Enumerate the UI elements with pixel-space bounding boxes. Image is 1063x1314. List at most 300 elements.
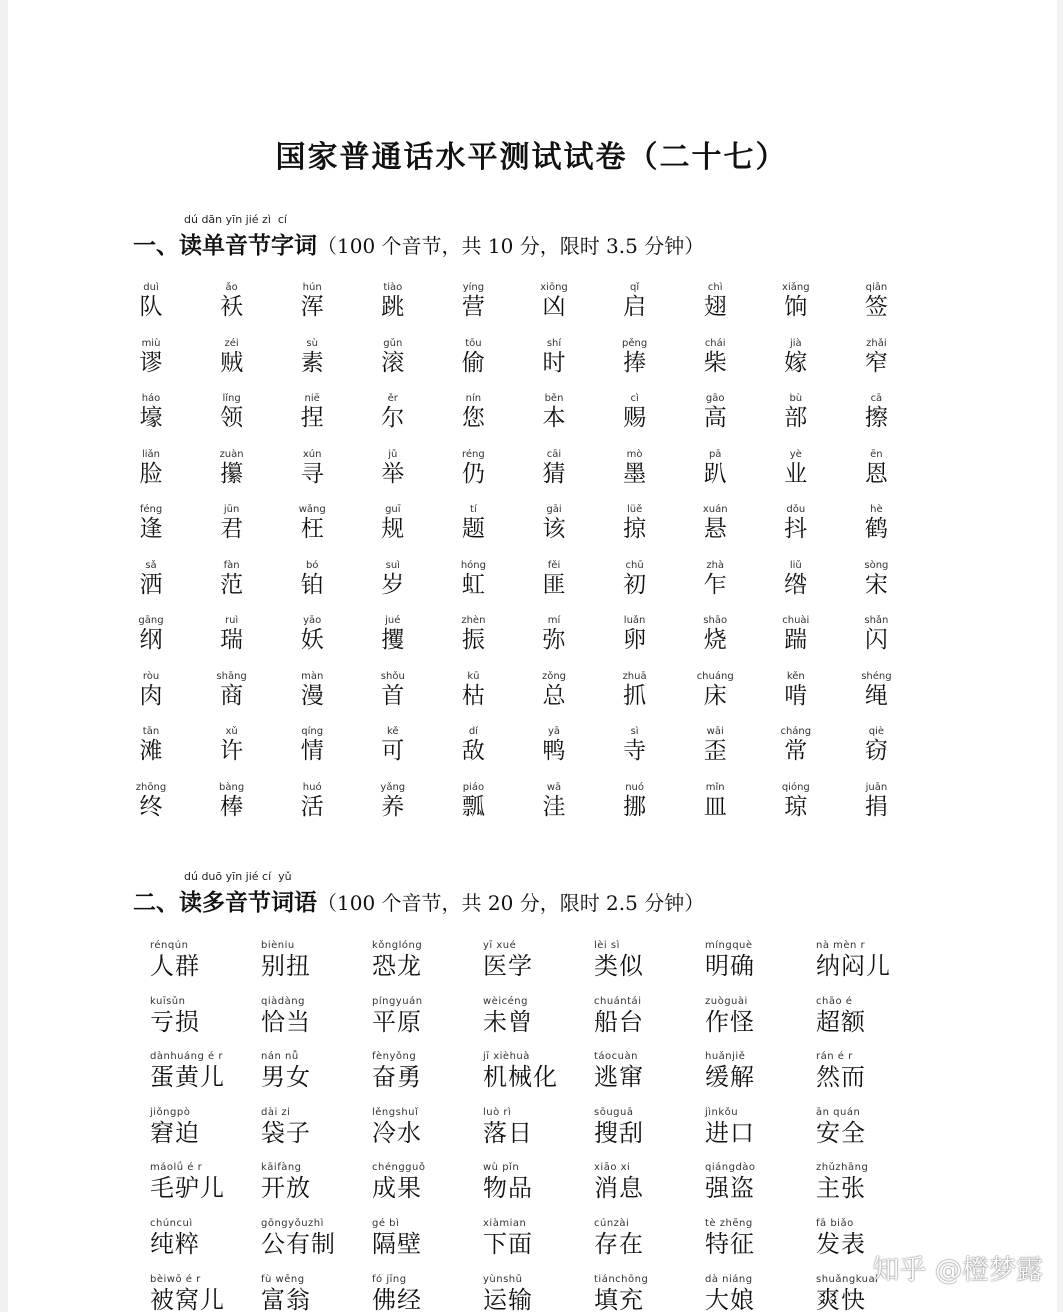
char-pinyin: shǒu: [380, 670, 405, 682]
char-pinyin: guī: [385, 504, 401, 515]
char-item: [447, 338, 499, 376]
word-pinyin: qiángdào: [705, 1162, 756, 1174]
char-item: [689, 504, 741, 542]
char-pinyin: dǒu: [786, 504, 806, 515]
char-item: [609, 504, 661, 542]
char-glyph: 歪: [703, 738, 727, 764]
char-pinyin: yè: [789, 448, 802, 460]
char-pinyin: yǎng: [380, 781, 406, 793]
char-glyph: 恩: [864, 460, 888, 487]
char-glyph: 振: [461, 627, 485, 653]
char-glyph: 贼: [220, 349, 244, 376]
char-pinyin: hè: [870, 504, 883, 515]
word-item: [705, 1218, 805, 1258]
char-glyph: 纲: [139, 627, 163, 653]
char-glyph: 棒: [220, 793, 244, 820]
word-text: 大娘: [705, 1285, 755, 1314]
word-pinyin: xiāo xi: [594, 1162, 631, 1174]
char-item: [770, 560, 822, 598]
char-item: [447, 449, 499, 487]
word-pinyin: gōngyǒuzhì: [261, 1218, 324, 1229]
word-pinyin: píngyuán: [372, 995, 423, 1007]
char-pinyin: sǎ: [145, 559, 157, 571]
char-glyph: 妖: [300, 627, 324, 653]
char-pinyin: réng: [462, 448, 485, 460]
word-pinyin: wèicéng: [483, 995, 528, 1007]
char-item: [689, 338, 741, 376]
char-pinyin: chū: [625, 559, 644, 571]
word-pinyin: chúncuì: [150, 1218, 193, 1229]
char-pinyin: luǎn: [623, 615, 646, 626]
char-item: [528, 615, 580, 653]
char-glyph: 浑: [300, 294, 324, 320]
char-item: [206, 726, 258, 764]
char-pinyin: pā: [708, 448, 722, 460]
word-pinyin: dài zi: [261, 1106, 291, 1118]
char-pinyin: bàng: [219, 781, 245, 793]
char-item: [850, 615, 902, 653]
char-item: [367, 393, 419, 431]
char-glyph: 素: [300, 349, 324, 376]
word-pinyin: ān quán: [816, 1106, 861, 1118]
char-glyph: 窄: [864, 349, 888, 376]
char-pinyin: cì: [630, 393, 639, 404]
word-text: 运输: [483, 1285, 533, 1314]
word-item: [150, 940, 250, 980]
word-text: 船台: [594, 1007, 644, 1036]
word-text: 别扭: [261, 952, 311, 980]
char-pinyin: chái: [704, 337, 726, 349]
char-glyph: 壕: [139, 405, 163, 431]
word-item: [816, 940, 916, 980]
char-pinyin: zhǎi: [866, 337, 887, 349]
page-right-border: [1057, 0, 1063, 1312]
char-pinyin: shí: [546, 337, 562, 349]
word-pinyin: jìnkǒu: [705, 1106, 739, 1118]
char-item: [528, 782, 580, 820]
char-glyph: 宋: [864, 571, 888, 598]
char-item: [125, 393, 177, 431]
char-glyph: 队: [139, 294, 163, 320]
word-item: [483, 1274, 583, 1314]
char-glyph: 规: [381, 516, 405, 542]
char-pinyin: tí: [470, 504, 477, 515]
char-item: [609, 782, 661, 820]
word-pinyin: kuīsǔn: [150, 995, 186, 1007]
word-pinyin: chāo é: [816, 995, 853, 1007]
word-item: [816, 1051, 916, 1091]
char-glyph: 尔: [381, 405, 405, 431]
char-item: [286, 393, 338, 431]
char-pinyin: shéng: [861, 670, 892, 682]
char-item: [609, 615, 661, 653]
char-pinyin: pěng: [622, 337, 648, 349]
char-glyph: 题: [461, 516, 485, 542]
word-text: 纯粹: [150, 1230, 200, 1258]
char-item: [367, 782, 419, 820]
word-pinyin: yī xué: [483, 940, 517, 951]
word-text: 公有制: [261, 1230, 336, 1258]
word-pinyin: tiánchōng: [594, 1273, 649, 1285]
char-pinyin: háo: [141, 393, 161, 404]
word-text: 主张: [816, 1174, 866, 1203]
char-pinyin: dí: [468, 726, 478, 737]
word-item: [150, 1218, 250, 1258]
char-pinyin: kě: [387, 726, 399, 737]
char-pinyin: kěn: [786, 670, 805, 682]
char-item: [447, 782, 499, 820]
char-item: [125, 282, 177, 320]
char-item: [609, 282, 661, 320]
word-text: 机械化: [483, 1063, 558, 1092]
char-pinyin: yíng: [462, 282, 485, 293]
char-pinyin: liǔ: [789, 559, 802, 571]
word-pinyin: táocuàn: [594, 1051, 638, 1063]
char-pinyin: wāi: [706, 726, 724, 737]
word-pinyin: fā biǎo: [816, 1218, 854, 1229]
word-text: 隔壁: [372, 1230, 422, 1258]
char-glyph: 滩: [139, 738, 163, 764]
char-pinyin: piáo: [462, 781, 485, 793]
word-pinyin: wù pǐn: [483, 1162, 520, 1174]
char-pinyin: zhà: [706, 559, 725, 571]
char-pinyin: tān: [142, 726, 160, 737]
word-text: 消息: [594, 1174, 644, 1203]
char-glyph: 滚: [381, 349, 405, 376]
word-pinyin: sōuguā: [594, 1106, 634, 1118]
char-glyph: 捐: [864, 793, 888, 820]
char-glyph: 虹: [461, 571, 485, 598]
word-item: [594, 940, 694, 980]
char-item: [770, 615, 822, 653]
char-pinyin: ruì: [224, 615, 239, 626]
char-pinyin: ēn: [870, 448, 883, 460]
word-text: 开放: [261, 1174, 311, 1203]
word-text: 冷水: [372, 1118, 422, 1147]
word-item: [372, 1162, 472, 1202]
word-item: [705, 1107, 805, 1147]
word-pinyin: míngquè: [705, 940, 753, 951]
char-pinyin: qiè: [868, 726, 885, 737]
char-item: [367, 726, 419, 764]
char-item: [206, 282, 258, 320]
word-item: [483, 940, 583, 980]
word-item: [594, 1107, 694, 1147]
char-glyph: 猜: [542, 460, 566, 487]
char-pinyin: yā: [547, 726, 561, 737]
char-item: [286, 449, 338, 487]
word-text: 物品: [483, 1174, 533, 1203]
char-glyph: 举: [381, 460, 405, 487]
word-item: [261, 1274, 361, 1314]
char-item: [286, 338, 338, 376]
char-pinyin: xǔ: [225, 726, 238, 737]
word-pinyin: nán nǚ: [261, 1051, 299, 1063]
word-text: 蛋黄儿: [150, 1063, 225, 1092]
word-pinyin: máolǘ é r: [150, 1162, 203, 1174]
char-item: [367, 282, 419, 320]
char-pinyin: mí: [547, 615, 561, 626]
word-pinyin: fènyǒng: [372, 1051, 417, 1063]
word-pinyin: bèiwō é r: [150, 1273, 201, 1285]
char-glyph: 偷: [461, 349, 485, 376]
char-item: [850, 782, 902, 820]
char-glyph: 逢: [139, 516, 163, 542]
section-2-title: 二、读多音节词语: [133, 890, 317, 916]
word-text: 未曾: [483, 1007, 533, 1036]
word-pinyin: lèi sì: [594, 940, 620, 951]
char-glyph: 营: [461, 294, 485, 320]
word-pinyin: kǒnglóng: [372, 940, 423, 951]
word-item: [705, 1051, 805, 1091]
word-item: [372, 1274, 472, 1314]
char-item: [286, 726, 338, 764]
word-text: 毛驴儿: [150, 1174, 225, 1203]
char-glyph: 岁: [381, 571, 405, 598]
char-pinyin: gāo: [705, 393, 725, 404]
char-glyph: 敌: [461, 738, 485, 764]
char-pinyin: fěi: [547, 559, 561, 571]
char-glyph: 乍: [703, 571, 727, 598]
char-item: [850, 560, 902, 598]
char-glyph: 漫: [300, 682, 324, 709]
char-item: [286, 504, 338, 542]
word-text: 袋子: [261, 1118, 311, 1147]
char-glyph: 皿: [703, 793, 727, 820]
word-text: 存在: [594, 1230, 644, 1258]
char-pinyin: cháng: [780, 726, 812, 737]
char-pinyin: shāo: [703, 615, 728, 626]
char-glyph: 床: [703, 682, 727, 709]
word-pinyin: jī xièhuà: [483, 1051, 530, 1063]
word-pinyin: dànhuáng é r: [150, 1051, 223, 1063]
char-item: [609, 726, 661, 764]
char-item: [528, 504, 580, 542]
char-glyph: 攫: [381, 627, 405, 653]
char-pinyin: zuàn: [219, 448, 244, 460]
word-item: [261, 996, 361, 1036]
char-glyph: 饷: [784, 294, 808, 320]
word-pinyin: xiàmian: [483, 1218, 527, 1229]
watermark: 知乎 @橙梦露: [872, 1255, 1043, 1286]
section-1-pinyin: dú dān yīn jié zì cí: [184, 213, 287, 226]
char-pinyin: wǎng: [298, 504, 326, 515]
char-glyph: 窃: [864, 738, 888, 764]
char-pinyin: nuó: [625, 781, 644, 793]
char-item: [770, 671, 822, 709]
char-pinyin: wā: [546, 781, 562, 793]
char-glyph: 绳: [864, 682, 888, 709]
char-glyph: 签: [864, 294, 888, 320]
word-text: 超额: [816, 1007, 866, 1036]
char-item: [206, 504, 258, 542]
char-item: [447, 671, 499, 709]
char-glyph: 捏: [300, 405, 324, 431]
word-item: [261, 1107, 361, 1147]
char-glyph: 跳: [381, 294, 405, 320]
word-item: [483, 996, 583, 1036]
char-glyph: 活: [300, 793, 324, 820]
char-pinyin: tiào: [383, 282, 403, 293]
char-pinyin: hún: [302, 282, 322, 293]
word-pinyin: chéngguǒ: [372, 1162, 426, 1174]
char-glyph: 柴: [703, 349, 727, 376]
char-item: [447, 726, 499, 764]
char-glyph: 匪: [542, 571, 566, 598]
char-pinyin: jǔ: [388, 448, 398, 460]
word-text: 作怪: [705, 1007, 755, 1036]
char-item: [367, 560, 419, 598]
word-text: 亏损: [150, 1007, 200, 1036]
char-pinyin: shǎn: [864, 615, 889, 626]
char-pinyin: nín: [465, 393, 482, 404]
word-pinyin: rénqún: [150, 940, 189, 951]
section-1-note: （100 个音节，共 10 分，限时 3.5 分钟）: [317, 234, 705, 258]
char-glyph: 养: [381, 793, 405, 820]
char-glyph: 业: [784, 460, 808, 487]
char-pinyin: lüě: [626, 504, 643, 515]
word-pinyin: rán é r: [816, 1051, 853, 1063]
word-text: 医学: [483, 952, 533, 980]
word-pinyin: chuántái: [594, 995, 642, 1007]
char-glyph: 铂: [300, 571, 324, 598]
char-glyph: 攥: [220, 460, 244, 487]
char-item: [528, 449, 580, 487]
char-item: [286, 782, 338, 820]
word-text: 安全: [816, 1118, 866, 1147]
word-text: 搜刮: [594, 1118, 644, 1147]
char-glyph: 瓢: [461, 793, 485, 820]
char-item: [125, 338, 177, 376]
char-pinyin: gǔn: [383, 337, 403, 349]
char-pinyin: ěr: [387, 393, 398, 404]
char-item: [770, 393, 822, 431]
char-item: [286, 560, 338, 598]
char-pinyin: bù: [789, 393, 803, 404]
word-text: 奋勇: [372, 1063, 422, 1092]
char-glyph: 初: [623, 571, 647, 598]
word-item: [150, 996, 250, 1036]
char-item: [286, 671, 338, 709]
char-item: [689, 615, 741, 653]
char-item: [528, 726, 580, 764]
char-pinyin: qióng: [781, 781, 810, 793]
page-left-border: [0, 0, 8, 1312]
char-glyph: 该: [542, 516, 566, 542]
word-pinyin: qiàdàng: [261, 995, 305, 1007]
char-item: [125, 449, 177, 487]
char-item: [528, 282, 580, 320]
char-glyph: 您: [461, 405, 485, 431]
word-pinyin: zuòguài: [705, 995, 748, 1007]
char-pinyin: chuài: [782, 615, 810, 626]
char-item: [689, 782, 741, 820]
word-item: [372, 996, 472, 1036]
word-item: [483, 1051, 583, 1091]
word-text: 人群: [150, 952, 200, 980]
char-item: [125, 560, 177, 598]
char-pinyin: niē: [304, 393, 320, 404]
char-item: [447, 504, 499, 542]
char-glyph: 烧: [703, 627, 727, 653]
char-glyph: 掠: [623, 516, 647, 542]
char-glyph: 卵: [623, 627, 647, 653]
char-pinyin: jià: [789, 337, 802, 349]
word-item: [150, 1162, 250, 1202]
word-item: [816, 1107, 916, 1147]
char-item: [770, 338, 822, 376]
char-item: [609, 393, 661, 431]
char-glyph: 部: [784, 405, 808, 431]
word-item: [372, 1107, 472, 1147]
char-item: [770, 504, 822, 542]
char-item: [447, 393, 499, 431]
char-item: [850, 504, 902, 542]
word-pinyin: lěngshuǐ: [372, 1106, 419, 1118]
char-item: [367, 338, 419, 376]
word-text: 强盗: [705, 1174, 755, 1203]
char-item: [770, 449, 822, 487]
word-item: [594, 1274, 694, 1314]
char-item: [528, 338, 580, 376]
word-text: 下面: [483, 1230, 533, 1258]
word-pinyin: bièniu: [261, 940, 295, 951]
char-glyph: 情: [300, 738, 324, 764]
char-item: [125, 671, 177, 709]
char-glyph: 时: [542, 349, 566, 376]
char-item: [447, 560, 499, 598]
char-pinyin: suì: [385, 559, 400, 571]
word-text: 然而: [816, 1063, 866, 1092]
char-pinyin: sì: [630, 726, 639, 737]
char-glyph: 许: [220, 738, 244, 764]
word-item: [150, 1274, 250, 1314]
char-pinyin: běn: [544, 393, 564, 404]
char-item: [528, 560, 580, 598]
char-item: [689, 671, 741, 709]
char-pinyin: bó: [305, 559, 319, 571]
char-item: [609, 338, 661, 376]
word-pinyin: dà niáng: [705, 1273, 753, 1285]
word-item: [705, 1162, 805, 1202]
char-item: [689, 393, 741, 431]
char-pinyin: féng: [139, 504, 163, 515]
char-glyph: 踹: [784, 627, 808, 653]
word-pinyin: luò rì: [483, 1106, 512, 1118]
word-text: 逃窜: [594, 1063, 644, 1092]
char-glyph: 商: [220, 682, 244, 709]
char-pinyin: hóng: [460, 559, 486, 571]
word-item: [261, 940, 361, 980]
word-text: 缓解: [705, 1063, 755, 1092]
word-item: [594, 1051, 694, 1091]
char-pinyin: yāo: [303, 615, 322, 626]
char-pinyin: xiǎng: [782, 282, 810, 293]
char-item: [206, 449, 258, 487]
word-pinyin: yùnshū: [483, 1273, 523, 1285]
char-item: [528, 671, 580, 709]
section-1-title: 一、读单音节字词: [133, 233, 317, 259]
char-item: [206, 338, 258, 376]
word-item: [150, 1107, 250, 1147]
char-pinyin: gāng: [138, 615, 164, 626]
char-glyph: 肉: [139, 682, 163, 709]
word-item: [705, 996, 805, 1036]
word-item: [372, 1051, 472, 1091]
char-pinyin: zhuā: [622, 670, 647, 682]
char-pinyin: qiān: [865, 282, 888, 293]
char-pinyin: xuán: [702, 504, 728, 515]
